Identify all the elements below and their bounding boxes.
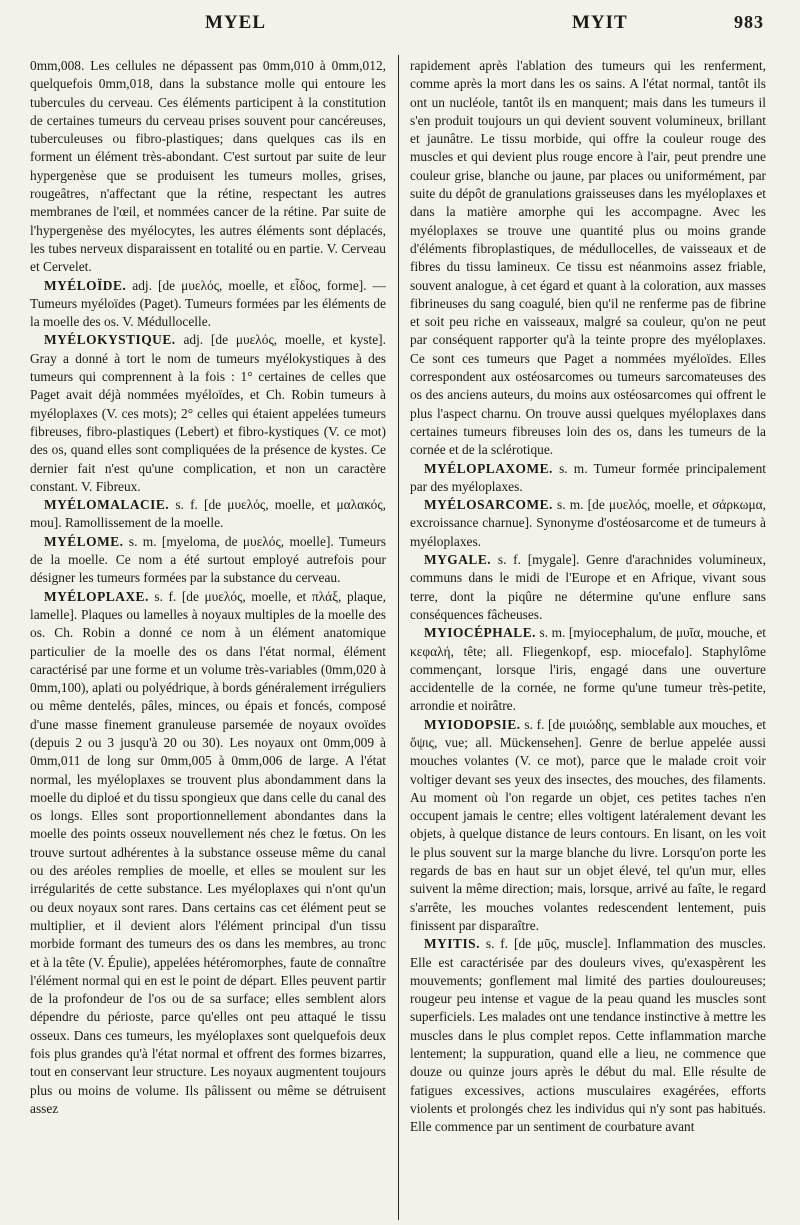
headword: MYÉLOÏDE. bbox=[44, 277, 127, 293]
entry-myitis: MYITIS. s. f. [de μῦς, muscle]. Inflammation des muscles. Elle est caractérisée par des douleurs vives, qu'exaspèrent les mouvements; gonflement mal limité des parties douloureuses; rougeur peu intense et vague de la peau quand les muscles sont superficiels. Les malades ont une tendance instinctive à mettre les muscles dans le plus complet repos. Cette inflammation marche lentement; la suppuration, quand elle a lieu, ne commence que douze ou quinze jours après le début du mal. Elle résulte de fatigues excessives, actions musculaires exagérées, efforts violents et prolongés chez les individus qui n'y sont pas habitués. Elle commence par un sentiment de courbature avant bbox=[410, 936, 766, 1135]
entry-myeloide: MYÉLOÏDE. adj. [de μυελός, moelle, et εἶδος, forme]. — Tumeurs myéloïdes (Paget). Tumeurs formées par les éléments de la moelle des os. V. Médullocelle. bbox=[30, 277, 386, 330]
running-head-left: MYEL bbox=[205, 12, 266, 33]
entry-myiodopsie: MYIODOPSIE. s. f. [de μυιώδης, semblable aux mouches, et ὄψις, vue; all. Mückensehen]. Genre de berlue appelée aussi mouches volantes (V. ce mot), parce que le malade croit voir voltiger devant ses yeux des insectes, des mouches, des filaments. Au moment où l'on regarde un objet, ces petites taches n'en occupent jamais le centre; elles voltigent latéralement devant les objets, à quelque distance de leurs contours. En lisant, on les voit le plus souvent sur la marge blanche du livre. Lorsqu'on porte les regards de bas en haut sur un objet élevé, tel qu'un mur, elles suivent la même direction; mais, lorsque, arrivé au faîte, le regard s'arrête, les mouches volantes redescendent lentement, puis finissent par disparaître. bbox=[410, 716, 766, 933]
headword: MYÉLOMALACIE. bbox=[44, 497, 170, 513]
headword: MYITIS. bbox=[424, 936, 480, 952]
right-column bbox=[410, 57, 766, 1217]
entry-myelosarcome: MYÉLOSARCOME. s. m. [de μυελός, moelle, et σάρκωμα, excroissance charnue]. Synonyme d'ostéosarcome et de tumeurs à myéloplaxes. bbox=[410, 497, 766, 549]
entry-myeloplaxome: MYÉLOPLAXOME. s. m. Tumeur formée principalement par des myéloplaxes. bbox=[410, 460, 766, 494]
page-number: 983 bbox=[734, 12, 764, 32]
column-divider bbox=[398, 55, 399, 1220]
page-header bbox=[0, 8, 800, 40]
headword: MYÉLOME. bbox=[44, 533, 124, 549]
headword: MYIODOPSIE. bbox=[424, 716, 521, 732]
entry-myelomalacie: MYÉLOMALACIE. s. f. [de μυελός, moelle, et μαλακός, mou]. Ramollissement de la moelle. bbox=[30, 497, 386, 531]
entry-continuation: 0mm,008. Les cellules ne dépassent pas 0mm,010 à 0mm,012, quelquefois 0mm,018, dans la substance molle qui entoure les tubercules du cerveau. Ces éléments participent à la constitution de certaines tumeurs du cerveau prises souvent pour cancéreuses, tuberculeuses ou fibro-plastiques; dans quelques cas ils en forment un élément très-abondant. C'est surtout par suite de leur hypergenèse que se produisent les tumeurs molles, grises, rougeâtres, n'affectant que la rétine, respectant les autres membranes de l'œil, et nommées cancer de la rétine. Par suite de l'hypergenèse des myélocytes, les autres éléments sont déplacés, les tubes nerveux disparaissent en totalité ou en partie. V. Cerveau et Cervelet. bbox=[30, 58, 386, 275]
headword: MYÉLOKYSTIQUE. bbox=[44, 332, 176, 348]
headword: MYÉLOPLAXOME. bbox=[424, 460, 553, 476]
running-head-right: MYIT bbox=[572, 12, 628, 33]
entry-continuation: rapidement après l'ablation des tumeurs qui les renferment, comme après la mort dans les os sains. A l'état normal, tantôt ils ont un nucléole, tantôt ils en manquent; mais dans les tumeurs il s'en produit toujours un qui devient souvent volumineux, brillant et jaunâtre. Le tissu morbide, qui offre la couleur rouge des muscles et qui devient plus rouge encore à l'air, peut prendre une couleur grise, blanche ou jaune, par places ou uniformément, par suite du dépôt de granulations graisseuses dans les myéloplaxes et dans la matière amorphe qui les accompagne. Avec les myéloplaxes se trouve une quantité plus ou moins grande d'éléments fibroplastiques, de médullocelles, de vaisseaux et de fibres du tissu lamineux. Ce tissu est néanmoins assez friable, souvent analogue, à cet égard et quant à la coloration, aux masses fibrineuses du sang coagulé, bien qu'il ne renferme pas de fibrine et soit peu riche en vaisseaux, malgré sa couleur, qu'on ne peut par conséquent rapporter qu'à la teinte propre des myéloplaxes. Ce sont ces tumeurs que Paget a nommées myéloïdes. Elles correspondent aux ostéosarcomes ou tumeurs sarcomateuses des os des anciens auteurs, du moins aux ostéosarcomes qui offrent le plus l'aspect charnu. On trouve aussi quelques myéloplaxes dans certaines tumeurs fibreuses loin des os, dans les tumeurs de la cornée et de la sclérotique. bbox=[410, 58, 766, 458]
entry-myelome: MYÉLOME. s. m. [myeloma, de μυελός, moelle]. Tumeurs de la moelle. Ce nom a été surtout employé autrefois pour désigner les tumeurs formées par la substance du cerveau. bbox=[30, 533, 386, 586]
entry-myelokystique: MYÉLOKYSTIQUE. adj. [de μυελός, moelle, et kyste]. Gray a donné à tort le nom de tumeurs myélokystiques à des tumeurs qui comprennent à la fois : 1° certaines de celles que Paget avait déjà nommées myéloïdes, et Ch. Robin tumeurs à myéloplaxes (V. ces mots); 2° celles qui étaient appelées tumeurs fibreuses, fibro-plastiques (Lebert) et fibro-kystiques (V. ce mot) des os, quand elles sont compliquées de la présence de kystes. Ce dernier fait n'est qu'une complication, et non un caractère constant. V. Fibreux. bbox=[30, 332, 386, 494]
headword: MYÉLOPLAXE. bbox=[44, 588, 149, 604]
headword: MYIOCÉPHALE. bbox=[424, 625, 537, 641]
entry-myeloplaxe: MYÉLOPLAXE. s. f. [de μυελός, moelle, et πλάξ, plaque, lamelle]. Plaques ou lamelles à noyaux multiples de la moelle des os. Ch. Robin a donné ce nom à un élément anatomique particulier de la moelle des os dans l'état normal, élément caractérisé par une forme et un volume très-variables (0mm,020 à 0mm,100), aplati ou polyédrique, à bords généralement irréguliers ou même dentelés, pâles, minces, ou épais et foncés, composé d'une masse finement granuleuse parsemée de noyaux ovoïdes (depuis 2 ou 3 jusqu'à 20 ou 30). Les noyaux ont 0mm,009 à 0mm,011 de long sur 0mm,005 à 0mm,006 de large. A l'état normal, les myéloplaxes se trouvent plus abondamment dans la moelle du diploé et du tissu spongieux que dans celle du canal des os longs. Elles sont proportionnellement abondantes dans la moelle des points osseux nouvellement nés chez le fœtus. On les trouve surtout adhérentes à la substance osseuse même du canal ou des aréoles remplies de moelle, et elles se moulent sur les irrégularités de cette substance. Les myéloplaxes qui n'ont qu'un ou deux noyaux sont rares. Dans certains cas cet élément peut se multiplier, et il devient alors l'élément principal d'un tissu morbide formant des tumeurs des os dans les membres, au tronc et à la tête (V. Épulie), appelées hétéromorphes, faute de connaître l'élément normal qui en est le point de départ. Elles peuvent partir de la profondeur de l'os ou de sa surface; elles semblent alors dépendre du périoste, parce qu'elles ont peu attaqué le tissu osseux. Dans ces tumeurs, les myéloplaxes sont quelquefois deux fois plus grandes qu'à l'état normal et offrent des formes bizarres, tout en conservant leur structure. Les noyaux augmentent toujours plus ou moins de volume. Ils pâlissent ou même se détruisent assez bbox=[30, 588, 386, 1116]
headword: MYÉLOSARCOME. bbox=[424, 497, 553, 513]
entry-myiocephale: MYIOCÉPHALE. s. m. [myiocephalum, de μυῖα, mouche, et κεφαλή, tête; all. Fliegenkopf, esp. miocefalo]. Staphylôme commençant, lorsque l'iris, engagé dans une ouverture accidentelle de la cornée, ne forme qu'une tumeur très-petite, arrondie et noirâtre. bbox=[410, 625, 766, 714]
left-column bbox=[30, 57, 386, 1217]
entry-mygale: MYGALE. s. f. [mygale]. Genre d'arachnides volumineux, communs dans le midi de l'Europe et en Afrique, vivant sous terre, dont la piqûre ne détermine qu'une enflure sans conséquences fâcheuses. bbox=[410, 552, 766, 622]
headword: MYGALE. bbox=[424, 552, 492, 568]
